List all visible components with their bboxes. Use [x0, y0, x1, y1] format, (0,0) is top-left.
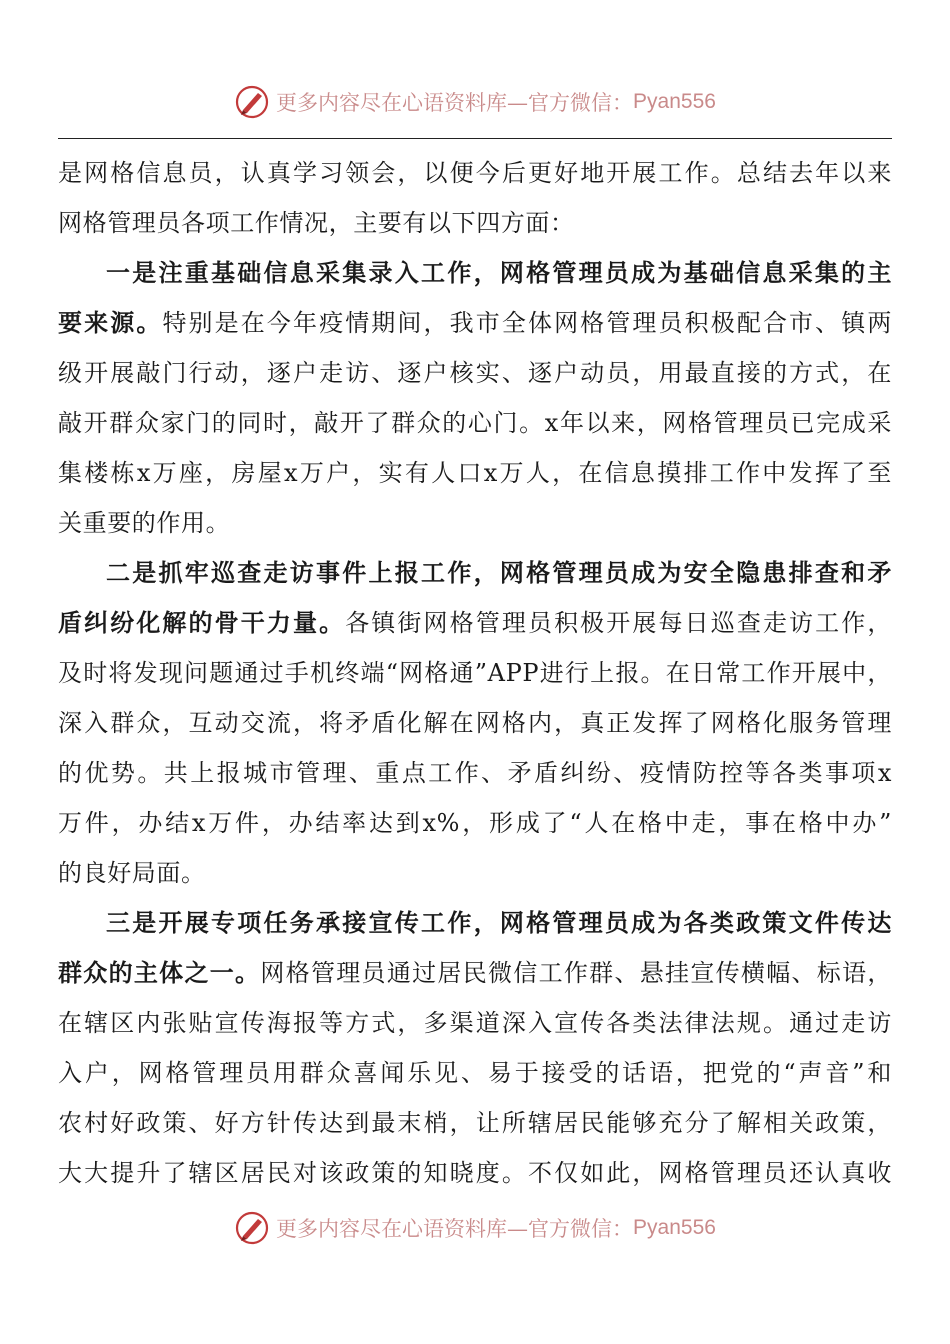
pen-logo-icon: [234, 84, 270, 120]
text-line: [58, 248, 892, 298]
text-line: [58, 648, 892, 698]
body-text: 关重要的作用。: [58, 509, 231, 537]
footer-watermark: [0, 1208, 950, 1248]
text-line: [58, 298, 892, 348]
body-text: 的优势。共上报城市管理、重点工作、矛盾纠纷、疫情防控等各类事项x: [58, 759, 892, 787]
body-text: 万件，办结x万件，办结率达到x%，形成了“人在格中走，事在格中办”: [58, 809, 892, 837]
body-text: 网格管理员各项工作情况，主要有以下四方面：: [58, 209, 575, 237]
bold-heading-text: 二是抓牢巡查走访事件上报工作，网格管理员成为安全隐患排查和矛: [106, 558, 892, 587]
text-line: [58, 1098, 892, 1148]
header-divider: [58, 138, 892, 139]
text-line: [58, 898, 892, 948]
document-body: [58, 148, 892, 1198]
text-line: [58, 448, 892, 498]
watermark-wechat-id: Pyan556: [633, 90, 716, 113]
text-line: [58, 348, 892, 398]
body-text: 在辖区内张贴宣传海报等方式，多渠道深入宣传各类法律法规。通过走访: [58, 1009, 892, 1037]
text-line: [58, 1148, 892, 1198]
text-line: [58, 698, 892, 748]
text-line: [58, 1048, 892, 1098]
text-line: [58, 798, 892, 848]
watermark-text: 更多内容尽在心语资料库—官方微信：: [276, 91, 634, 115]
watermark-text: 更多内容尽在心语资料库—官方微信：: [276, 1217, 634, 1241]
body-text: 大大提升了辖区居民对该政策的知晓度。不仅如此，网格管理员还认真收: [58, 1159, 892, 1187]
text-line: [58, 598, 892, 648]
body-text: 级开展敲门行动，逐户走访、逐户核实、逐户动员，用最直接的方式，在: [58, 359, 892, 387]
bold-heading-text: 要来源。: [58, 308, 163, 337]
body-text: 是网格信息员，认真学习领会，以便今后更好地开展工作。总结去年以来: [58, 159, 892, 187]
text-line: [58, 498, 892, 548]
bold-heading-text: 群众的主体之一。: [58, 958, 261, 987]
text-line: [58, 198, 892, 248]
bold-heading-text: 盾纠纷化解的骨干力量。: [58, 608, 346, 637]
text-line: [58, 848, 892, 898]
text-line: [58, 148, 892, 198]
body-text: 集楼栋x万座，房屋x万户，实有人口x万人，在信息摸排工作中发挥了至: [58, 459, 892, 487]
body-text: 的良好局面。: [58, 859, 206, 887]
body-text: 网格管理员通过居民微信工作群、悬挂宣传横幅、标语，: [260, 959, 892, 987]
body-text: 农村好政策、好方针传达到最末梢，让所辖居民能够充分了解相关政策，: [58, 1109, 892, 1137]
body-text: 各镇街网格管理员积极开展每日巡查走访工作，: [345, 609, 892, 637]
text-line: [58, 548, 892, 598]
pen-logo-icon: [234, 1210, 270, 1246]
body-text: 及时将发现问题通过手机终端“网格通”APP进行上报。在日常工作开展中，: [58, 659, 892, 687]
watermark-wechat-id: Pyan556: [633, 1216, 716, 1239]
body-text: 敲开群众家门的同时，敲开了群众的心门。x年以来，网格管理员已完成采: [58, 409, 892, 437]
text-line: [58, 748, 892, 798]
bold-heading-text: 一是注重基础信息采集录入工作，网格管理员成为基础信息采集的主: [106, 258, 892, 287]
text-line: [58, 948, 892, 998]
body-text: 深入群众，互动交流，将矛盾化解在网格内，真正发挥了网格化服务管理: [58, 709, 892, 737]
header-watermark: [0, 82, 950, 122]
body-text: 特别是在今年疫情期间，我市全体网格管理员积极配合市、镇两: [162, 309, 892, 337]
body-text: 入户，网格管理员用群众喜闻乐见、易于接受的话语，把党的“声音”和: [58, 1059, 892, 1087]
bold-heading-text: 三是开展专项任务承接宣传工作，网格管理员成为各类政策文件传达: [106, 908, 892, 937]
text-line: [58, 398, 892, 448]
text-line: [58, 998, 892, 1048]
